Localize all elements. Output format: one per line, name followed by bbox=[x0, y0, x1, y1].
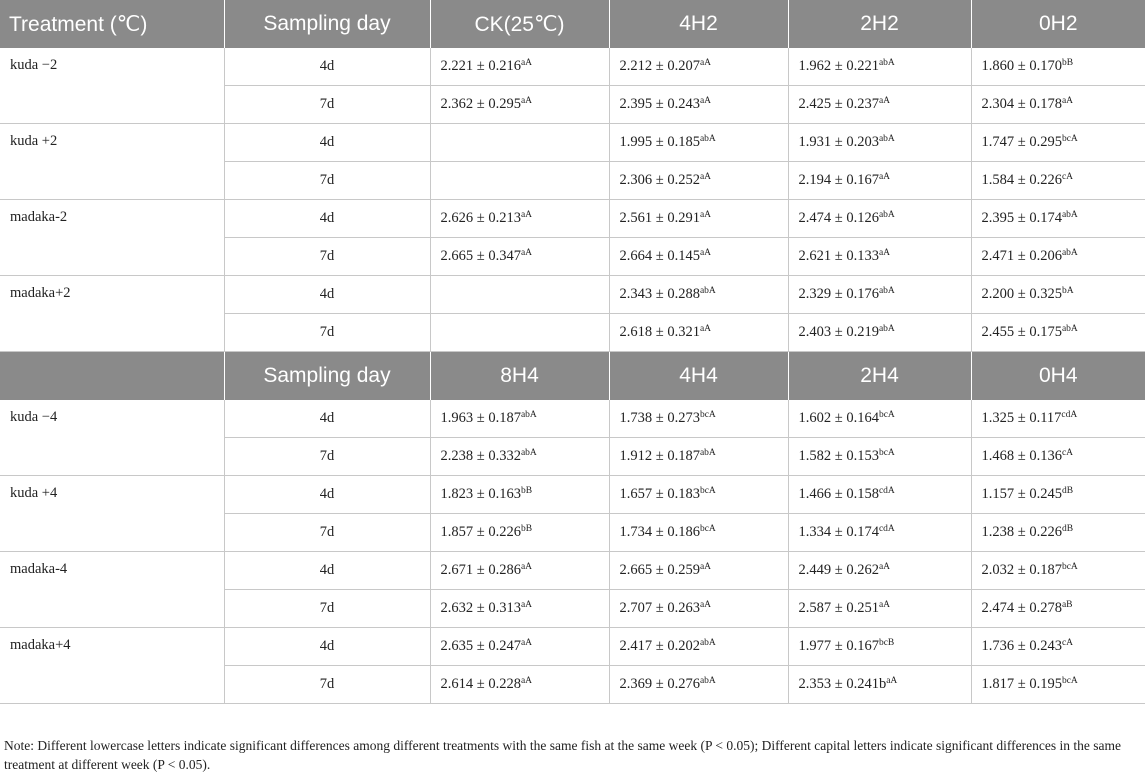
value-cell bbox=[430, 48, 609, 86]
sampling-day-cell: 4d bbox=[224, 552, 430, 590]
value-cell bbox=[971, 124, 1145, 162]
significance-letters: cdA bbox=[878, 524, 895, 534]
mean-sd-value: 2.238 ± 0.332 bbox=[440, 448, 521, 464]
value-cell bbox=[971, 666, 1145, 704]
mean-sd-value: 2.614 ± 0.228 bbox=[440, 676, 521, 692]
value-cell bbox=[609, 438, 788, 476]
mean-sd-value: 2.587 ± 0.251 bbox=[798, 600, 879, 616]
significance-letters: aA bbox=[520, 562, 533, 572]
mean-sd-value: 1.738 ± 0.273 bbox=[619, 410, 700, 426]
value-cell bbox=[430, 86, 609, 124]
mean-sd-value: 1.602 ± 0.164 bbox=[798, 410, 879, 426]
treatment-label: madaka+4 bbox=[0, 628, 224, 704]
value-cell bbox=[788, 200, 971, 238]
significance-letters: abA bbox=[1061, 324, 1078, 334]
significance-letters: abA bbox=[878, 210, 895, 220]
mean-sd-value: 2.306 ± 0.252 bbox=[619, 172, 700, 188]
significance-letters: aA bbox=[699, 58, 712, 68]
value-cell bbox=[609, 590, 788, 628]
sampling-day-cell: 7d bbox=[224, 314, 430, 352]
mean-sd-value: 1.823 ± 0.163 bbox=[440, 486, 521, 502]
mean-sd-value: 2.561 ± 0.291 bbox=[619, 210, 700, 226]
value-cell bbox=[971, 200, 1145, 238]
mean-sd-value: 1.977 ± 0.167 bbox=[798, 638, 879, 654]
mean-sd-value: 2.353 ± 0.241b bbox=[798, 676, 887, 692]
mean-sd-value: 2.474 ± 0.126 bbox=[798, 210, 879, 226]
mean-sd-value: 1.747 ± 0.295 bbox=[981, 134, 1062, 150]
value-cell bbox=[430, 438, 609, 476]
mean-sd-value: 1.582 ± 0.153 bbox=[798, 448, 879, 464]
mean-sd-value: 1.334 ± 0.174 bbox=[798, 524, 879, 540]
value-cell bbox=[430, 590, 609, 628]
mean-sd-value: 2.664 ± 0.145 bbox=[619, 248, 700, 264]
treatment-label: madaka-2 bbox=[0, 200, 224, 276]
mean-sd-value: 1.931 ± 0.203 bbox=[798, 134, 879, 150]
value-cell bbox=[609, 86, 788, 124]
mean-sd-value: 2.343 ± 0.288 bbox=[619, 286, 700, 302]
significance-letters: cA bbox=[1061, 638, 1074, 648]
significance-letters: abA bbox=[520, 410, 537, 420]
significance-letters: bcA bbox=[699, 524, 716, 534]
sampling-day-cell: 7d bbox=[224, 238, 430, 276]
mean-sd-value: 2.329 ± 0.176 bbox=[798, 286, 879, 302]
mean-sd-value: 1.817 ± 0.195 bbox=[981, 676, 1062, 692]
table-row bbox=[0, 200, 1145, 238]
value-cell bbox=[788, 438, 971, 476]
treatment-label: kuda +4 bbox=[0, 476, 224, 552]
mean-sd-value: 2.395 ± 0.243 bbox=[619, 96, 700, 112]
value-cell bbox=[788, 666, 971, 704]
significance-letters: aA bbox=[699, 600, 712, 610]
value-cell bbox=[971, 438, 1145, 476]
significance-letters: abA bbox=[699, 638, 716, 648]
significance-letters: aA bbox=[886, 676, 898, 686]
mean-sd-value: 2.632 ± 0.313 bbox=[440, 600, 521, 616]
significance-letters: aA bbox=[878, 96, 891, 106]
significance-letters: aA bbox=[520, 210, 533, 220]
mean-sd-value: 2.417 ± 0.202 bbox=[619, 638, 700, 654]
treatment-label: madaka+2 bbox=[0, 276, 224, 352]
mean-sd-value: 1.468 ± 0.136 bbox=[981, 448, 1062, 464]
table-row bbox=[0, 276, 1145, 314]
sampling-day-cell: 7d bbox=[224, 86, 430, 124]
significance-letters: aA bbox=[878, 172, 891, 182]
value-cell bbox=[788, 162, 971, 200]
value-cell bbox=[788, 238, 971, 276]
mean-sd-value: 2.395 ± 0.174 bbox=[981, 210, 1062, 226]
mean-sd-value: 2.425 ± 0.237 bbox=[798, 96, 879, 112]
value-cell bbox=[609, 514, 788, 552]
value-cell bbox=[609, 124, 788, 162]
significance-letters: cA bbox=[1061, 172, 1074, 182]
sampling-day-cell: 4d bbox=[224, 476, 430, 514]
value-cell bbox=[430, 162, 609, 200]
table-row bbox=[0, 476, 1145, 514]
significance-letters: aA bbox=[520, 638, 533, 648]
value-cell bbox=[609, 400, 788, 438]
mean-sd-value: 1.736 ± 0.243 bbox=[981, 638, 1062, 654]
mean-sd-value: 2.403 ± 0.219 bbox=[798, 324, 879, 340]
value-cell bbox=[971, 552, 1145, 590]
value-cell bbox=[788, 628, 971, 666]
mean-sd-value: 2.221 ± 0.216 bbox=[440, 58, 521, 74]
column-header: 8H4 bbox=[430, 352, 609, 401]
mean-sd-value: 1.734 ± 0.186 bbox=[619, 524, 700, 540]
significance-letters: abA bbox=[699, 676, 716, 686]
mean-sd-value: 2.621 ± 0.133 bbox=[798, 248, 879, 264]
mean-sd-value: 1.584 ± 0.226 bbox=[981, 172, 1062, 188]
mean-sd-value: 2.449 ± 0.262 bbox=[798, 562, 879, 578]
value-cell bbox=[788, 48, 971, 86]
header-row bbox=[0, 0, 1145, 48]
value-cell bbox=[609, 162, 788, 200]
value-cell bbox=[430, 552, 609, 590]
value-cell bbox=[788, 276, 971, 314]
value-cell bbox=[788, 124, 971, 162]
significance-letters: bB bbox=[1061, 58, 1074, 68]
treatment-label: kuda −2 bbox=[0, 48, 224, 124]
mean-sd-value: 2.471 ± 0.206 bbox=[981, 248, 1062, 264]
significance-letters: aA bbox=[1061, 96, 1074, 106]
table-row bbox=[0, 124, 1145, 162]
value-cell bbox=[971, 162, 1145, 200]
mean-sd-value: 1.238 ± 0.226 bbox=[981, 524, 1062, 540]
mean-sd-value: 2.665 ± 0.259 bbox=[619, 562, 700, 578]
treatment-label: kuda −4 bbox=[0, 400, 224, 476]
sampling-day-cell: 7d bbox=[224, 162, 430, 200]
significance-letters: aA bbox=[520, 58, 533, 68]
value-cell bbox=[609, 314, 788, 352]
mean-sd-value: 2.194 ± 0.167 bbox=[798, 172, 879, 188]
significance-letters: aA bbox=[699, 210, 712, 220]
significance-letters: bcA bbox=[1061, 562, 1078, 572]
column-header: CK(25℃) bbox=[430, 0, 609, 48]
significance-letters: aA bbox=[878, 562, 891, 572]
significance-letters: abA bbox=[699, 448, 716, 458]
value-cell bbox=[609, 48, 788, 86]
value-cell bbox=[609, 238, 788, 276]
significance-letters: aA bbox=[699, 172, 712, 182]
header-row bbox=[0, 352, 1145, 401]
value-cell bbox=[430, 400, 609, 438]
value-cell bbox=[971, 514, 1145, 552]
mean-sd-value: 2.474 ± 0.278 bbox=[981, 600, 1062, 616]
value-cell bbox=[971, 314, 1145, 352]
mean-sd-value: 2.212 ± 0.207 bbox=[619, 58, 700, 74]
mean-sd-value: 1.325 ± 0.117 bbox=[981, 410, 1062, 426]
value-cell bbox=[430, 238, 609, 276]
mean-sd-value: 1.963 ± 0.187 bbox=[440, 410, 521, 426]
column-header: 0H2 bbox=[971, 0, 1145, 48]
mean-sd-value: 1.962 ± 0.221 bbox=[798, 58, 879, 74]
value-cell bbox=[430, 200, 609, 238]
significance-letters: abA bbox=[699, 134, 716, 144]
mean-sd-value: 2.665 ± 0.347 bbox=[440, 248, 521, 264]
significance-letters: aB bbox=[1061, 600, 1073, 610]
significance-letters: bcA bbox=[699, 486, 716, 496]
significance-letters: aA bbox=[699, 96, 712, 106]
value-cell bbox=[430, 628, 609, 666]
mean-sd-value: 2.626 ± 0.213 bbox=[440, 210, 521, 226]
mean-sd-value: 2.618 ± 0.321 bbox=[619, 324, 700, 340]
mean-sd-value: 2.362 ± 0.295 bbox=[440, 96, 521, 112]
mean-sd-value: 2.671 ± 0.286 bbox=[440, 562, 521, 578]
table-row bbox=[0, 628, 1145, 666]
significance-letters: aA bbox=[520, 248, 533, 258]
significance-letters: aA bbox=[520, 96, 533, 106]
significance-letters: abA bbox=[878, 134, 895, 144]
value-cell bbox=[971, 276, 1145, 314]
sampling-day-cell: 4d bbox=[224, 200, 430, 238]
value-cell bbox=[430, 666, 609, 704]
significance-letters: aA bbox=[878, 248, 891, 258]
column-header: Sampling day bbox=[224, 0, 430, 48]
significance-letters: bB bbox=[520, 524, 533, 534]
significance-letters: aA bbox=[520, 600, 533, 610]
significance-letters: bcA bbox=[878, 448, 895, 458]
value-cell bbox=[430, 476, 609, 514]
column-header: 4H4 bbox=[609, 352, 788, 401]
column-header: 0H4 bbox=[971, 352, 1145, 401]
mean-sd-value: 2.304 ± 0.178 bbox=[981, 96, 1062, 112]
significance-letters: abA bbox=[878, 286, 895, 296]
significance-letters: bA bbox=[1061, 286, 1074, 296]
mean-sd-value: 2.635 ± 0.247 bbox=[440, 638, 521, 654]
value-cell bbox=[430, 514, 609, 552]
mean-sd-value: 2.200 ± 0.325 bbox=[981, 286, 1062, 302]
treatment-label: kuda +2 bbox=[0, 124, 224, 200]
column-header: 2H4 bbox=[788, 352, 971, 401]
value-cell bbox=[609, 666, 788, 704]
value-cell bbox=[430, 124, 609, 162]
column-header bbox=[0, 352, 224, 401]
value-cell bbox=[788, 552, 971, 590]
sampling-day-cell: 7d bbox=[224, 666, 430, 704]
value-cell bbox=[971, 238, 1145, 276]
sampling-day-cell: 7d bbox=[224, 514, 430, 552]
value-cell bbox=[971, 628, 1145, 666]
value-cell bbox=[609, 476, 788, 514]
sampling-day-cell: 4d bbox=[224, 400, 430, 438]
sampling-day-cell: 4d bbox=[224, 276, 430, 314]
table-note: Note: Different lowercase letters indicate significant differences among different treatments with the same fish at the same week (P < 0.05); Different capital letters indicate significant differences in the same treatment at different week (P < 0.05). bbox=[4, 738, 1121, 772]
mean-sd-value: 2.707 ± 0.263 bbox=[619, 600, 700, 616]
significance-letters: abA bbox=[699, 286, 716, 296]
mean-sd-value: 1.857 ± 0.226 bbox=[440, 524, 521, 540]
value-cell bbox=[971, 590, 1145, 628]
value-cell bbox=[609, 552, 788, 590]
value-cell bbox=[788, 476, 971, 514]
mean-sd-value: 1.995 ± 0.185 bbox=[619, 134, 700, 150]
value-cell bbox=[609, 628, 788, 666]
significance-letters: cdA bbox=[1061, 410, 1078, 420]
significance-letters: cdA bbox=[878, 486, 895, 496]
value-cell bbox=[971, 400, 1145, 438]
mean-sd-value: 2.455 ± 0.175 bbox=[981, 324, 1062, 340]
significance-letters: dB bbox=[1061, 524, 1074, 534]
significance-letters: bB bbox=[520, 486, 533, 496]
significance-letters: abA bbox=[1061, 210, 1078, 220]
sampling-day-cell: 4d bbox=[224, 628, 430, 666]
column-header: 2H2 bbox=[788, 0, 971, 48]
significance-letters: bcA bbox=[699, 410, 716, 420]
significance-letters: aA bbox=[520, 676, 533, 686]
mean-sd-value: 1.157 ± 0.245 bbox=[981, 486, 1062, 502]
mean-sd-value: 1.860 ± 0.170 bbox=[981, 58, 1062, 74]
significance-letters: abA bbox=[1061, 248, 1078, 258]
significance-letters: bcA bbox=[1061, 134, 1078, 144]
significance-letters: cA bbox=[1061, 448, 1074, 458]
value-cell bbox=[788, 590, 971, 628]
sampling-day-cell: 4d bbox=[224, 48, 430, 86]
value-cell bbox=[609, 200, 788, 238]
significance-letters: aA bbox=[699, 248, 712, 258]
significance-letters: abA bbox=[878, 324, 895, 334]
table-row bbox=[0, 552, 1145, 590]
significance-letters: dB bbox=[1061, 486, 1074, 496]
significance-letters: bcA bbox=[878, 410, 895, 420]
significance-letters: abA bbox=[520, 448, 537, 458]
significance-letters: aA bbox=[878, 600, 891, 610]
significance-letters: aA bbox=[699, 324, 712, 334]
treatment-label: madaka-4 bbox=[0, 552, 224, 628]
value-cell bbox=[788, 400, 971, 438]
sampling-day-cell: 4d bbox=[224, 124, 430, 162]
sampling-day-cell: 7d bbox=[224, 438, 430, 476]
value-cell bbox=[971, 86, 1145, 124]
column-header: Sampling day bbox=[224, 352, 430, 401]
value-cell bbox=[971, 476, 1145, 514]
significance-letters: abA bbox=[878, 58, 895, 68]
value-cell bbox=[788, 314, 971, 352]
mean-sd-value: 1.657 ± 0.183 bbox=[619, 486, 700, 502]
value-cell bbox=[609, 276, 788, 314]
table-row bbox=[0, 48, 1145, 86]
significance-letters: bcB bbox=[878, 638, 895, 648]
value-cell bbox=[430, 276, 609, 314]
column-header: 4H2 bbox=[609, 0, 788, 48]
value-cell bbox=[971, 48, 1145, 86]
mean-sd-value: 1.466 ± 0.158 bbox=[798, 486, 879, 502]
value-cell bbox=[788, 86, 971, 124]
significance-letters: bcA bbox=[1061, 676, 1078, 686]
value-cell bbox=[788, 514, 971, 552]
table-row bbox=[0, 400, 1145, 438]
mean-sd-value: 2.369 ± 0.276 bbox=[619, 676, 700, 692]
sampling-day-cell: 7d bbox=[224, 590, 430, 628]
mean-sd-value: 1.912 ± 0.187 bbox=[619, 448, 700, 464]
mean-sd-value: 2.032 ± 0.187 bbox=[981, 562, 1062, 578]
column-header: Treatment (℃) bbox=[0, 0, 224, 48]
value-cell bbox=[430, 314, 609, 352]
significance-letters: aA bbox=[699, 562, 712, 572]
